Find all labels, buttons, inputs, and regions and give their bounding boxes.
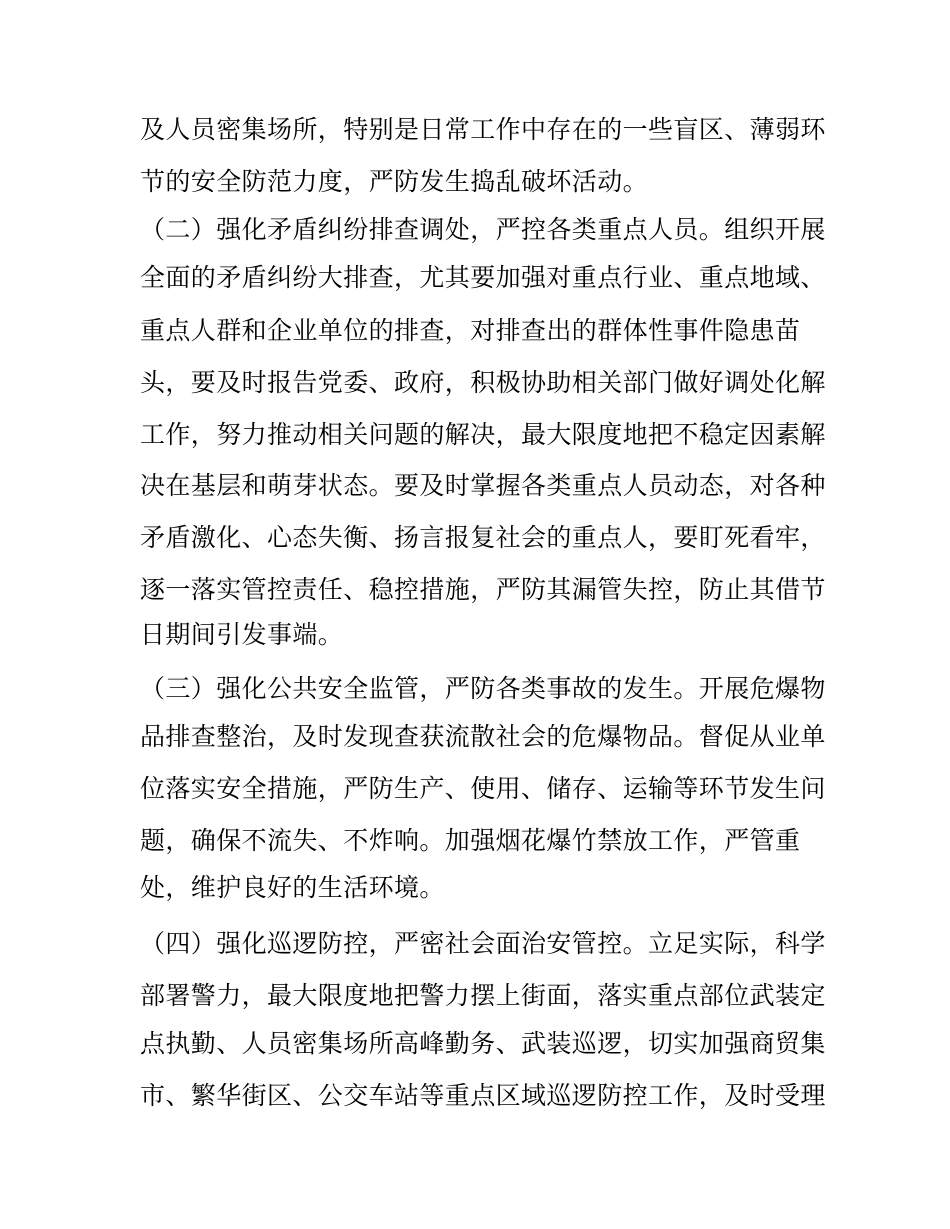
text-line: 决在基层和萌芽状态。要及时掌握各类重点人员动态，对各种 [140,471,826,500]
text-line: 矛盾激化、心态失衡、扬言报复社会的重点人，要盯死看牢， [140,523,826,552]
text-line: 头，要及时报告党委、政府，积极协助相关部门做好调处化解 [140,368,826,397]
text-line: 全面的矛盾纠纷大排查，尤其要加强对重点行业、重点地域、 [140,263,826,292]
text-line: 及人员密集场所，特别是日常工作中存在的一些盲区、薄弱环 [140,115,826,144]
text-line: 工作，努力推动相关问题的解决，最大限度地把不稳定因素解 [140,420,826,449]
text-line: 市、繁华街区、公交车站等重点区域巡逻防控工作，及时受理 [140,1081,826,1110]
text-line: 部署警力，最大限度地把警力摆上街面，落实重点部位武装定 [140,981,826,1010]
text-line: 位落实安全措施，严防生产、使用、储存、运输等环节发生问 [140,774,826,803]
text-line: 点执勤、人员密集场所高峰勤务、武装巡逻，切实加强商贸集 [140,1029,826,1058]
text-line: 品排查整治，及时发现查获流散社会的危爆物品。督促从业单 [140,722,826,751]
text-line: （三）强化公共安全监管，严防各类事故的发生。开展危爆物 [140,674,826,703]
text-line: （二）强化矛盾纠纷排查调处，严控各类重点人员。组织开展 [140,215,826,244]
text-line: （四）强化巡逻防控，严密社会面治安管控。立足实际，科学 [140,929,826,958]
text-line: 逐一落实管控责任、稳控措施，严防其漏管失控，防止其借节 [140,575,826,604]
text-line: 节的安全防范力度，严防发生捣乱破坏活动。 [140,167,649,196]
text-line: 重点人群和企业单位的排查，对排查出的群体性事件隐患苗 [140,316,801,345]
text-line: 日期间引发事端。 [140,620,344,649]
text-line: 题，确保不流失、不炸响。加强烟花爆竹禁放工作，严管重 [140,826,801,855]
text-line: 处，维护良好的生活环境。 [140,873,445,902]
